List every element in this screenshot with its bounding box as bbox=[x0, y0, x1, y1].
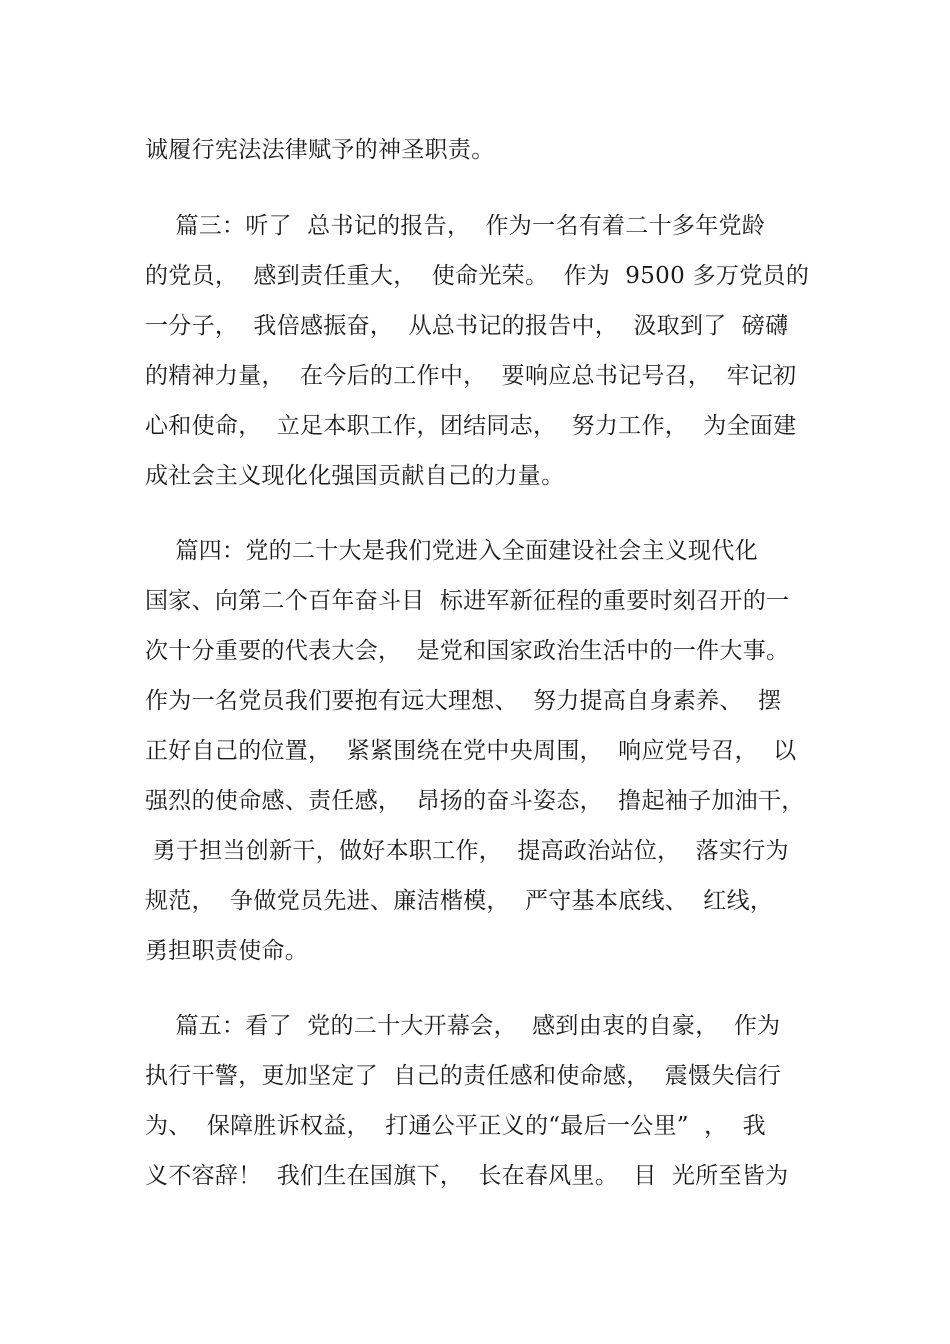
text-line: 勇担职责使命。 bbox=[145, 938, 309, 964]
text-line: 作为一名党员我们要抱有远大理想、 努力提高自身素养、 摆 bbox=[145, 688, 782, 714]
text-line: 强烈的使命感、责任感， 昂扬的奋斗姿态， 撸起袖子加油干， bbox=[145, 788, 805, 814]
text-line: 篇五：看了 党的二十大开幕会， 感到由衷的自豪， 作为 bbox=[145, 1013, 781, 1039]
text-line: 规范， 争做党员先进、廉洁楷模， 严守基本底线、 红线， bbox=[145, 888, 774, 914]
text-line: 次十分重要的代表大会， 是党和国家政治生活中的一件大事。 bbox=[145, 638, 790, 664]
text-line: 的党员， 感到责任重大， 使命光荣。 作为 9500 多万党员的 bbox=[145, 263, 810, 289]
text-line: 为、 保障胜诉权益， 打通公平正义的“最后一公里” ， 我 bbox=[145, 1113, 766, 1139]
text-line: 篇三：听了 总书记的报告， 作为一名有着二十多年党龄 bbox=[145, 213, 766, 239]
text-line: 的精神力量， 在今后的工作中， 要响应总书记号召， 牢记初 bbox=[145, 363, 797, 389]
text-line: 诚履行宪法法律赋予的神圣职责。 bbox=[145, 137, 495, 163]
text-line: 执行干警，更加坚定了 自己的责任感和使命感， 震慑失信行 bbox=[145, 1063, 782, 1089]
text-line: 成社会主义现化化强国贡献自己的力量。 bbox=[145, 463, 565, 489]
text-line: 一分子， 我倍感振奋， 从总书记的报告中， 汲取到了 磅礴 bbox=[145, 313, 789, 339]
text-line: 义不容辞！ 我们生在国旗下， 长在春风里。 目 光所至皆为 bbox=[145, 1163, 789, 1189]
text-line: 心和使命， 立足本职工作，团结同志， 努力工作， 为全面建 bbox=[145, 413, 797, 439]
text-line: 国家、向第二个百年奋斗目 标进军新征程的重要时刻召开的一 bbox=[145, 588, 790, 614]
text-line: 正好自己的位置， 紧紧围绕在党中央周围， 响应党号召， 以 bbox=[145, 738, 797, 764]
text-line: 篇四：党的二十大是我们党进入全面建设社会主义现代化 bbox=[145, 538, 758, 564]
text-line: 勇于担当创新干，做好本职工作， 提高政治站位， 落实行为 bbox=[145, 838, 789, 864]
